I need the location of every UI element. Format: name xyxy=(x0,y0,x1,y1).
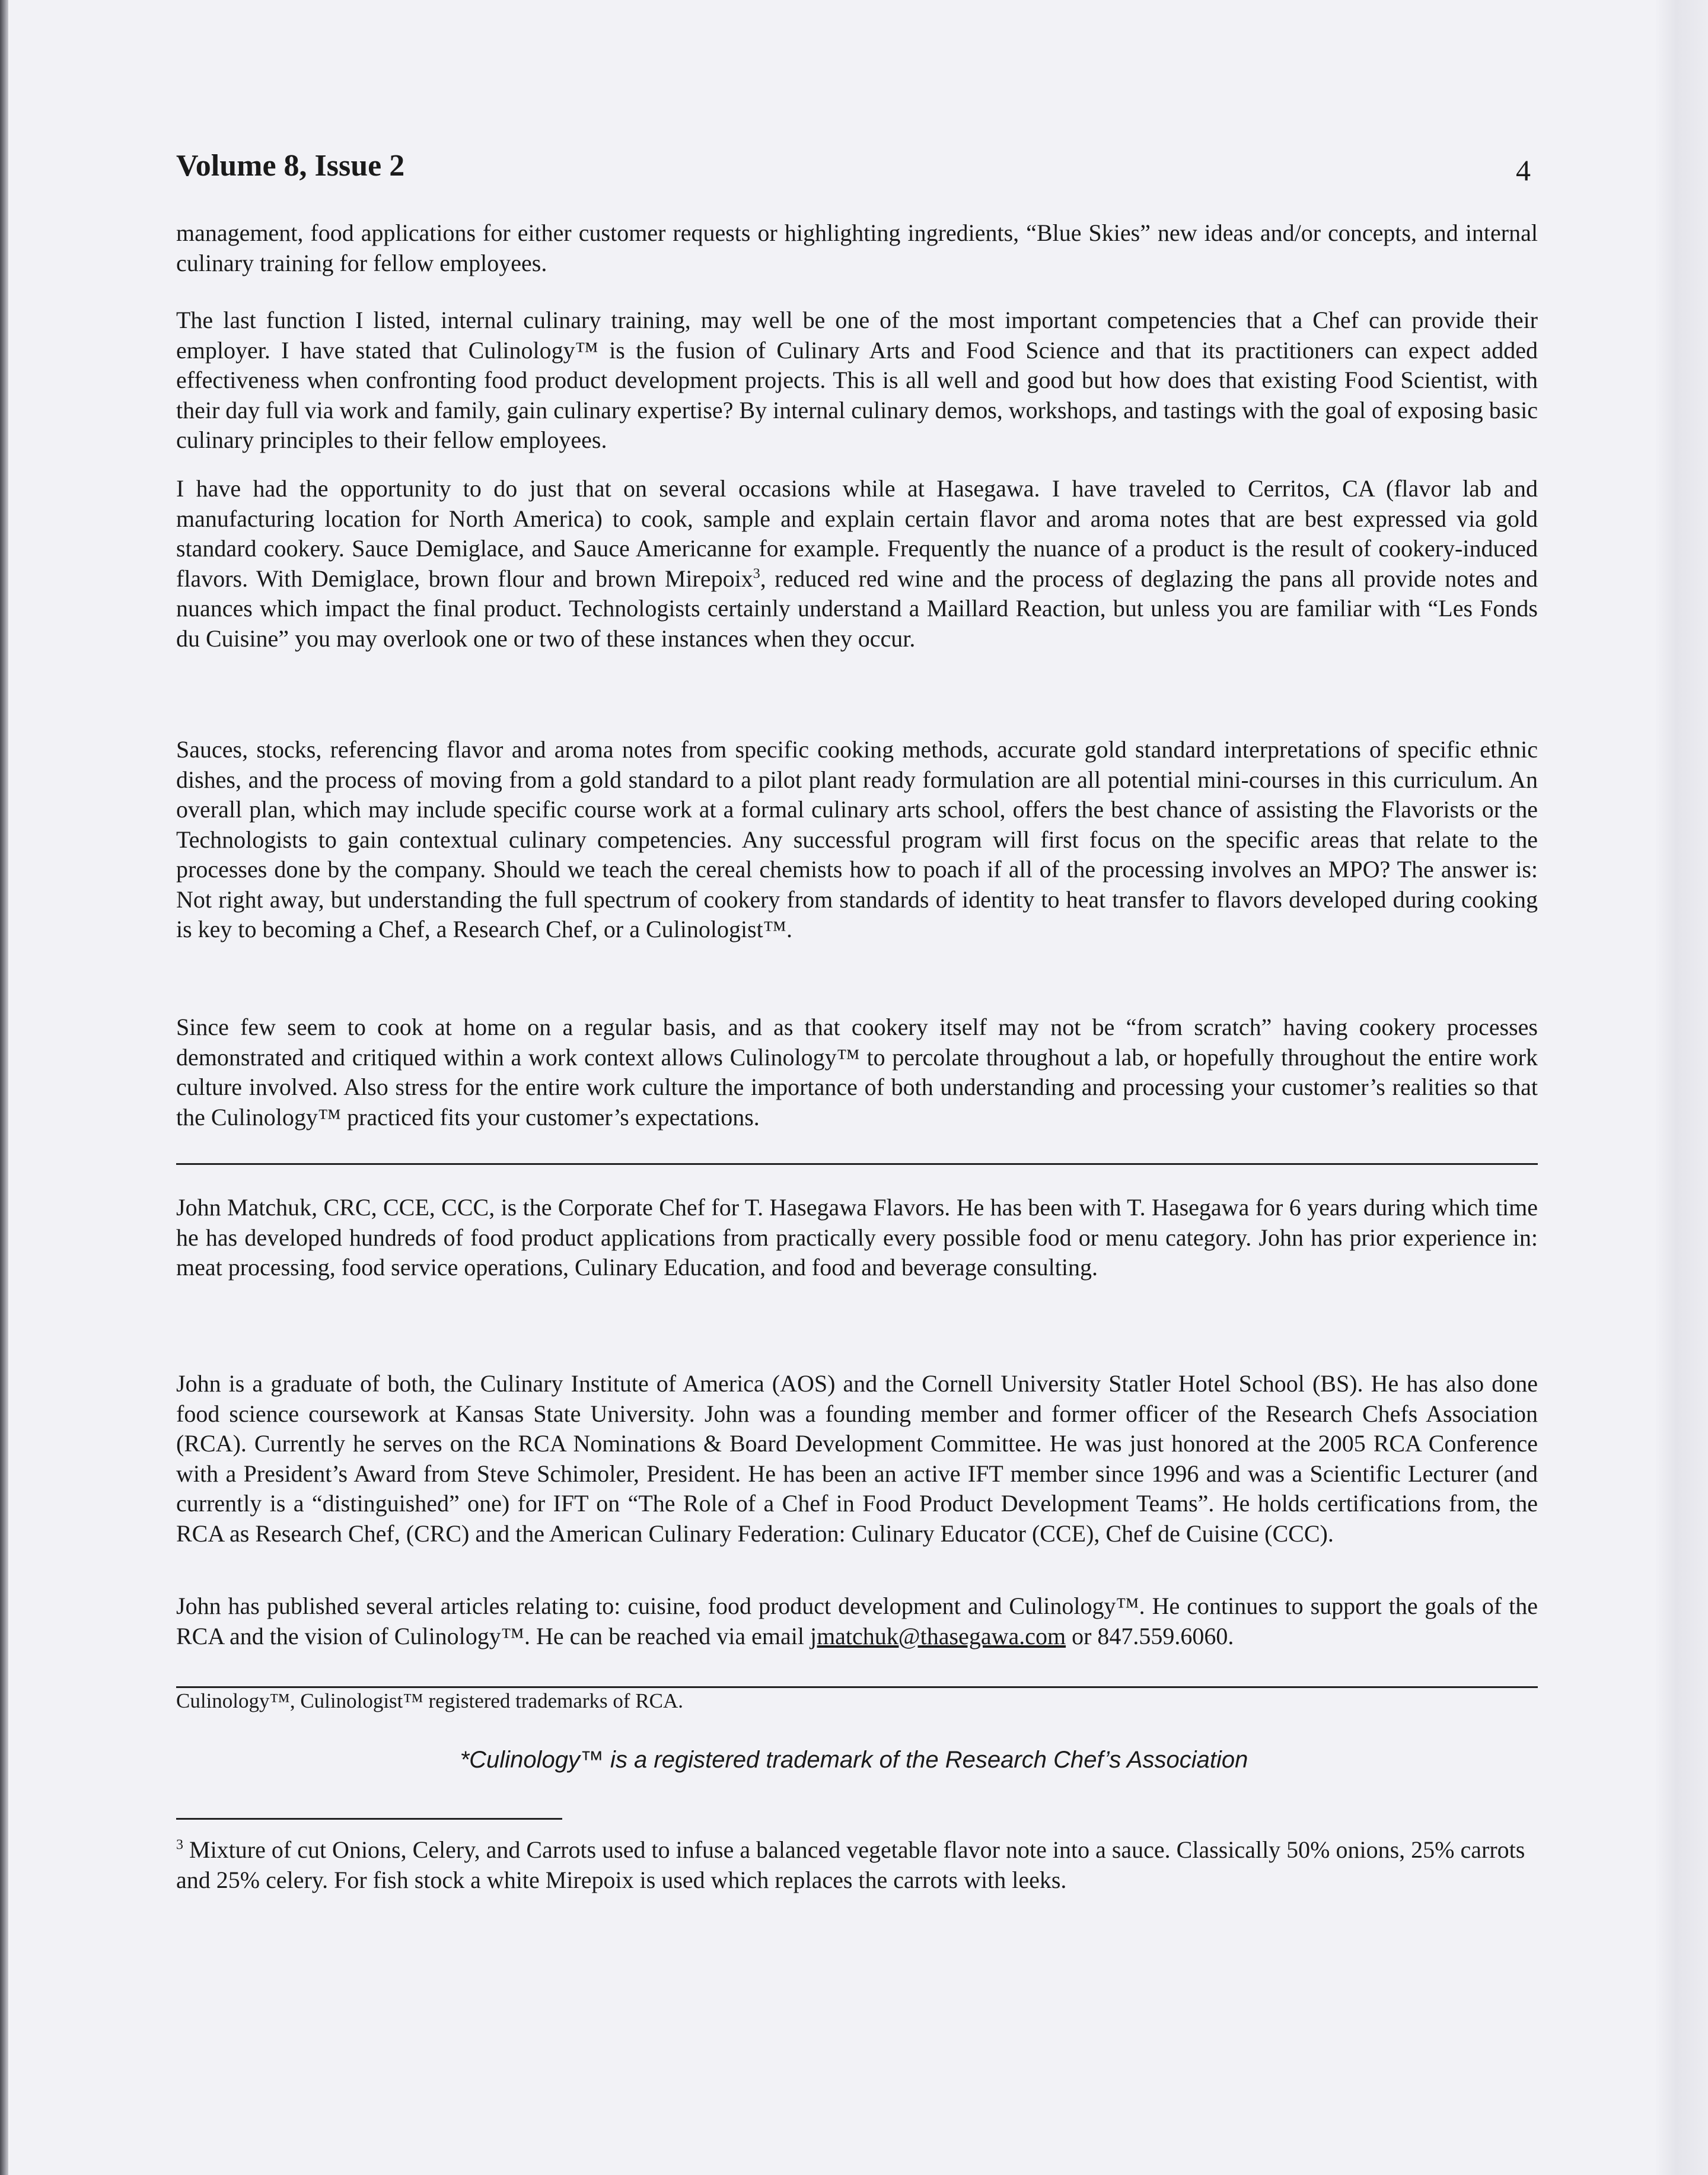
footnote xyxy=(176,1835,1538,1895)
bio-paragraph-1: John Matchuk, CRC, CCE, CCC, is the Corporate Chef for T. Hasegawa Flavors. He has been with T. Hasegawa for 6 years during which time he has developed hundreds of food product applications from practically every possible food or menu category. John has prior experience in: meat processing, food service operations, Culinary Education, and food and beverage consulting. xyxy=(176,1194,1538,1281)
text: or 847.559.6060. xyxy=(1066,1622,1234,1649)
footnote-marker: 3 xyxy=(176,1837,183,1853)
trademark-line: Culinology™, Culinologist™ registered trademarks of RCA. xyxy=(176,1689,684,1712)
footnote-text: Mixture of cut Onions, Celery, and Carrots used to infuse a balanced vegetable flavor note into a sauce. Classically 50% onions, 25% carrots and 25% celery. For fish stock a white Mirepoix is used which replaces the carrots with leeks. xyxy=(176,1836,1525,1893)
divider xyxy=(176,1686,1538,1688)
text: John has published several articles relating to: cuisine, food product development and Culinology™. He continues to support the goals of the RCA and the vision of Culinology™. He can be reached via email xyxy=(176,1593,1538,1649)
issue-title: Volume 8, Issue 2 xyxy=(176,149,405,183)
divider xyxy=(176,1163,1538,1165)
scan-edge-shadow xyxy=(0,0,8,2175)
paragraph-hasegawa xyxy=(176,474,1538,654)
bio-paragraph-2: John is a graduate of both, the Culinary Institute of America (AOS) and the Cornell University Statler Hotel School (BS). He has also done food science coursework at Kansas State University. John was a founding member and former officer of the Research Chefs Association (RCA). Currently he serves on the RCA Nominations & Board Development Committee. He was just honored at the 2005 RCA Conference with a President’s Award from Steve Schimoler, President. He has been an active IFT member since 1996 and was a Scientific Lecturer (and currently is a “distinguished” one) for IFT on “The Role of a Chef in Food Product Development Teams”. He holds certifications from, the RCA as Research Chef, (CRC) and the American Culinary Federation: Culinary Educator (CCE), Chef de Cuisine (CCC). xyxy=(176,1370,1538,1547)
bio-paragraph-3 xyxy=(176,1591,1538,1651)
text: , reduced red wine and the process of deglazing the pans all provide notes and nuances which impact the final product. Technologists certainly understand a Maillard Reaction, but unless you are familiar with “Les Fonds du Cuisine” you may overlook one or two of these instances when they occur. xyxy=(176,565,1538,652)
footnote-divider xyxy=(176,1818,562,1820)
page-fold xyxy=(1655,0,1708,2175)
page-number: 4 xyxy=(1516,154,1531,187)
paragraph-continuation: management, food applications for either customer requests or highlighting ingredients, “Blue Skies” new ideas and/or concepts, and internal culinary training for fellow employees. xyxy=(176,219,1538,276)
paragraph-culinary-training: The last function I listed, internal culinary training, may well be one of the most important competencies that a Chef can provide their employer. I have stated that Culinology™ is the fusion of Culinary Arts and Food Science and that its practitioners can expect added effectiveness when confronting food product development projects. This is all well and good but how does that existing Food Scientist, with their day full via work and family, gain culinary expertise? By internal culinary demos, workshops, and tastings with the goal of exposing basic culinary principles to their fellow employees. xyxy=(176,307,1538,453)
trademark-note: *Culinology™ is a registered trademark of the Research Chef’s Association xyxy=(460,1747,1248,1773)
text: I have had the opportunity to do just that on several occasions while at Hasegawa. I have traveled to Cerritos, CA (flavor lab and manufacturing location for North America) to cook, sample and explain certain flavor and aroma notes that are best expressed via gold standard cookery. Sauce Demiglace, and Sauce Americanne for example. Frequently the nuance of a product is the result of cookery-induced flavors. With Demiglace, brown flour and brown Mirepoix xyxy=(176,475,1538,592)
paragraph-work-culture: Since few seem to cook at home on a regular basis, and as that cookery itself may not be “from scratch” having cookery processes demonstrated and critiqued within a work context allows Culinology™ to percolate throughout a lab, or hopefully throughout the entire work culture involved. Also stress for the entire work culture the importance of both understanding and processing your customer’s realities so that the Culinology™ practiced fits your customer’s expectations. xyxy=(176,1014,1538,1131)
paragraph-curriculum: Sauces, stocks, referencing flavor and aroma notes from specific cooking methods, accurate gold standard interpretations of specific ethnic dishes, and the process of moving from a gold standard to a pilot plant ready formulation are all potential mini-courses in this curriculum. An overall plan, which may include specific course work at a formal culinary arts school, offers the best chance of assisting the Flavorists or the Technologists to gain contextual culinary competencies. Any successful program will first focus on the specific areas that relate to the processes done by the company. Should we teach the cereal chemists how to poach if all of the processing involves an MPO? The answer is: Not right away, but understanding the full spectrum of cookery from standards of identity to heat transfer to flavors developed during cooking is key to becoming a Chef, a Research Chef, or a Culinologist™. xyxy=(176,736,1538,942)
footnote-ref: 3 xyxy=(753,566,760,582)
email-link[interactable]: jmatchuk@thasegawa.com xyxy=(810,1622,1066,1649)
